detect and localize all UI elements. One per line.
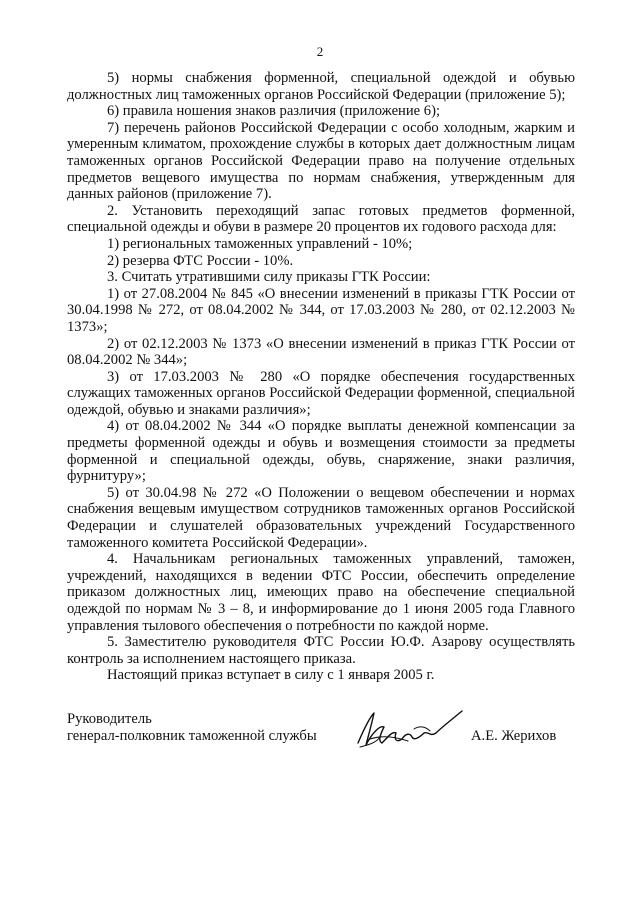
paragraph-reserve-regional: 1) региональных таможенных управлений - 10%; bbox=[107, 235, 413, 252]
paragraph-section-3: 3. Считать утратившими силу приказы ГТК России: bbox=[107, 269, 431, 286]
paragraph-effective-date: Настоящий приказ вступает в силу с 1 января 2005 г. bbox=[107, 667, 435, 684]
handwritten-signature bbox=[350, 703, 470, 755]
paragraph-section-5: 5. Заместителю руководителя ФТС России Ю.Ф. Азарову осуществлять контроль за исполнением настоящего приказа. bbox=[67, 634, 575, 667]
document-body bbox=[67, 70, 575, 684]
signatory-name: А.Е. Жерихов bbox=[471, 728, 557, 744]
paragraph-repeal-5: 5) от 30.04.98 № 272 «О Положении о вещевом обеспечении и нормах снабжения вещевым имуществом сотрудников таможенных органов Российской Федерации и слушателей образовательных учреждений Государственного таможенного комитета Российской Федерации». bbox=[67, 484, 575, 551]
signatory-rank: генерал-полковник таможенной службы bbox=[67, 728, 317, 744]
paragraph-section-4: 4. Начальникам региональных таможенных управлений, таможен, учреждений, находящихся в ведении ФТС России, обеспечить определение приказом должностных лиц, имеющих право на обеспечение специальной одеждой по нормам № 3 – 8, и информирование до 1 июня 2005 года Главного управления тылового обеспечения о потребности по каждой норме. bbox=[67, 551, 575, 634]
signatory-title: Руководитель bbox=[67, 711, 152, 727]
paragraph-repeal-3: 3) от 17.03.2003 № 280 «О порядке обеспечения государственных служащих таможенных органов Российской Федерации форменной, специальной одеждой, обувью и знаками различия»; bbox=[67, 368, 575, 418]
paragraph-repeal-1: 1) от 27.08.2004 № 845 «О внесении изменений в приказы ГТК России от 30.04.1998 № 272, от 08.04.2002 № 344, от 17.03.2003 № 280, от 02.12.2003 № 1373»; bbox=[67, 285, 575, 335]
paragraph-item-5: 5) нормы снабжения форменной, специальной одеждой и обувью должностных лиц таможенных органов Российской Федерации (приложение 5); bbox=[67, 70, 575, 103]
paragraph-repeal-2: 2) от 02.12.2003 № 1373 «О внесении изменений в приказ ГТК России от 08.04.2002 № 344»; bbox=[67, 335, 575, 369]
paragraph-item-7: 7) перечень районов Российской Федерации с особо холодным, жарким и умеренным климатом, прохождение службы в которых дает должностным лицам таможенных органов Российской Федерации право на получение отдельных предметов вещевого имущества по нормам снабжения, утвержденным для данных районов (приложение 7). bbox=[67, 119, 575, 203]
page-number: 2 bbox=[316, 44, 324, 59]
paragraph-reserve-fts: 2) резерва ФТС России - 10%. bbox=[107, 252, 294, 269]
paragraph-section-2: 2. Установить переходящий запас готовых предметов форменной, специальной одежды и обуви в размере 20 процентов их годового расхода для: bbox=[67, 202, 575, 236]
paragraph-item-6: 6) правила ношения знаков различия (приложение 6); bbox=[107, 103, 440, 120]
signature-block bbox=[67, 711, 575, 771]
paragraph-repeal-4: 4) от 08.04.2002 № 344 «О порядке выплаты денежной компенсации за предметы форменной одежды и обувь и возмещения стоимости за предметы форменной и специальной одежды, обувь, снаряжение, знаки различия, фурнитуру»; bbox=[67, 418, 575, 485]
